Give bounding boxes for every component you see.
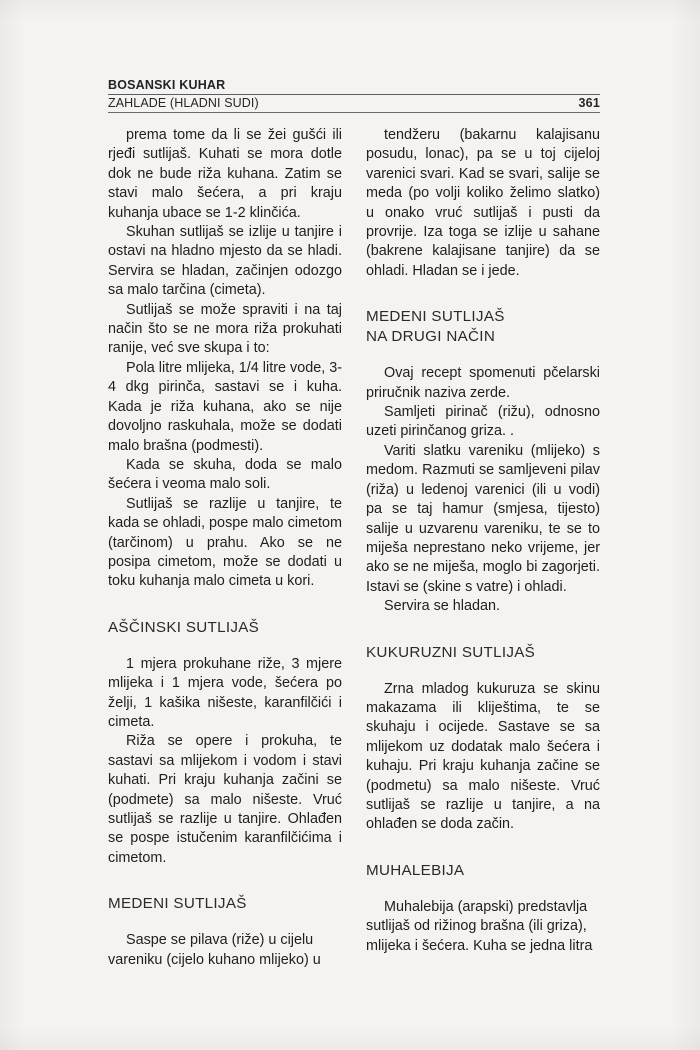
paragraph-kukuruzni-preparation: Zrna mladog kukuruza se skinu makazama ili kliještima, te se skuhaju i ocijede. Sastave se sa mlijekom uz dodatak malo šećera i kuhaju. Pri kraju kuhanja začine se (podmetu) sa malo nišeste. Vruć sutlijaš se razlije u tanjire, a na ohlađen se doda začin. — [366, 680, 600, 833]
two-column-body — [108, 126, 600, 970]
paragraph-medeni-continued: tendžeru (bakarnu kalajisanu posudu, lonac), pa se u toj cijeloj varenici svari. Kad se svari, salije se meda (po volji koliko želimo slatko) u onako vruć sutlijaš i pusti da provrije. Iza toga se izlije u sahane (bakrene kalajisane tanjire) da se ohladi. Hladan se i jede. — [366, 127, 600, 279]
title-spacer-after — [108, 638, 342, 655]
chapter-title: ZAHLADE (HLADNI SUDI) — [108, 96, 259, 110]
paragraph-recipe-source: Ovaj recept spomenuti pčelarski priručnik naziva zerde. — [366, 365, 600, 401]
header-rule-bottom — [108, 112, 600, 113]
paragraph-serve-cold-short: Servira se hladan. — [384, 598, 500, 615]
book-title: BOSANSKI KUHAR — [108, 78, 226, 92]
title-spacer-after — [366, 881, 600, 898]
paragraph-ascinski-preparation: Riža se opere i prokuha, te sastavi sa mlijekom i vodom i stavi kuhati. Pri kraju kuhanja začini se (podmete) sa malo nišeste. Vruć sutlijaš se razlije u tanjire. Ohlađen se pospe istučenim karanfilčićima i cimetom. — [108, 733, 342, 866]
title-spacer-before — [366, 617, 600, 643]
page-number: 361 — [578, 96, 600, 110]
paragraph-ingredients-measure: Pola litre mlijeka, 1/4 litre vode, 3-4 dkg pirinča, sastavi se i kuha. Kada je riža kuhana, ako se nije dovoljno raskuhala, može se dodati malo brašna (podmesti). — [108, 359, 342, 454]
right-column — [366, 126, 600, 970]
paragraph-serving-cold: Skuhan sutlijaš se izlije u tanjire i ostavi na hladno mjesto da se hladi. Servira se hladan, začinjen odozgo sa malo tarčina (cimeta). — [108, 224, 342, 299]
recipe-title-medeni-na-drugi-nacin-line2: NA DRUGI NAČIN — [366, 328, 496, 346]
paragraph-muhalebija-description: Muhalebija (arapski) predstavlja sutlijaš od rižinog brašna (ili griza), mlijeka i šećera. Kuha se jedna litra — [366, 898, 593, 954]
paragraph-boil-milk-honey: Variti slatku vareniku (mlijeko) s medom. Razmuti se samljeveni pilav (riža) u ledenoj varenici (ili u vodi) pa se taj hamur (smjesa, tijesto) salije u uzvarenu vareniku, te se to miješa neprestano neko vrijeme, jer ako se ne miješa, moglo bi zagorjeti. Istavi se (skine s vatre) i ohladi. — [366, 442, 600, 595]
recipe-title-ascinski-sutlijas: AŠČINSKI SUTLIJAŠ — [108, 618, 260, 636]
title-spacer-after — [366, 663, 600, 680]
title-spacer-before — [366, 281, 600, 307]
paragraph-pour-and-cinnamon: Sutlijaš se razlije u tanjire, te kada se ohladi, pospe malo cimetom (tarčinom) u prahu. Ako se ne posipa cimetom, može se dodati u toku kuhanja malo cimeta u kori. — [108, 495, 342, 590]
recipe-title-medeni-na-drugi-nacin: MEDENI SUTLIJAŠ NA DRUGI NAČIN — [366, 308, 505, 346]
recipe-title-medeni-sutlijas: MEDENI SUTLIJAŠ — [108, 895, 247, 913]
paragraph-medeni-start: Saspe se pilava (riže) u cijelu vareniku (cijelo kuhano mlijeko) u — [108, 932, 321, 968]
paragraph-add-sugar-salt: Kada se skuha, doda se malo šećera i veoma malo soli. — [108, 456, 342, 493]
title-spacer-before — [108, 868, 342, 894]
left-column — [108, 126, 342, 970]
title-spacer-before — [366, 835, 600, 861]
page-content — [108, 78, 600, 970]
recipe-title-muhalebija: MUHALEBIJA — [366, 861, 465, 879]
title-spacer-before — [108, 592, 342, 618]
recipe-title-kukuruzni-sutlijas: KUKURUZNI SUTLIJAŠ — [366, 643, 536, 661]
paragraph-ascinski-ingredients: 1 mjera prokuhane riže, 3 mjere mlijeka i 1 mjera vode, šećera po želji, 1 kašika nišeste, karanfilčići i cimeta. — [108, 655, 342, 730]
paragraph-sutlijas-cooking: prema tome da li se žei gušći ili rjeđi sutlijaš. Kuhati se mora dotle dok ne bude riža kuhana. Zatim se stavi malo šećera, a pri kraju kuhanja ubace se 1-2 klinčića. — [108, 127, 342, 221]
paragraph-alternative-method: Sutlijaš se može spraviti i na taj način što se ne mora riža prokuhati ranije, već sve skupa i to: — [108, 301, 342, 357]
title-spacer-after — [366, 347, 600, 364]
title-spacer-after — [108, 914, 342, 931]
running-head — [108, 95, 600, 111]
paragraph-grind-rice: Samljeti pirinač (rižu), odnosno uzeti pirinčanog griza. . — [366, 404, 600, 440]
